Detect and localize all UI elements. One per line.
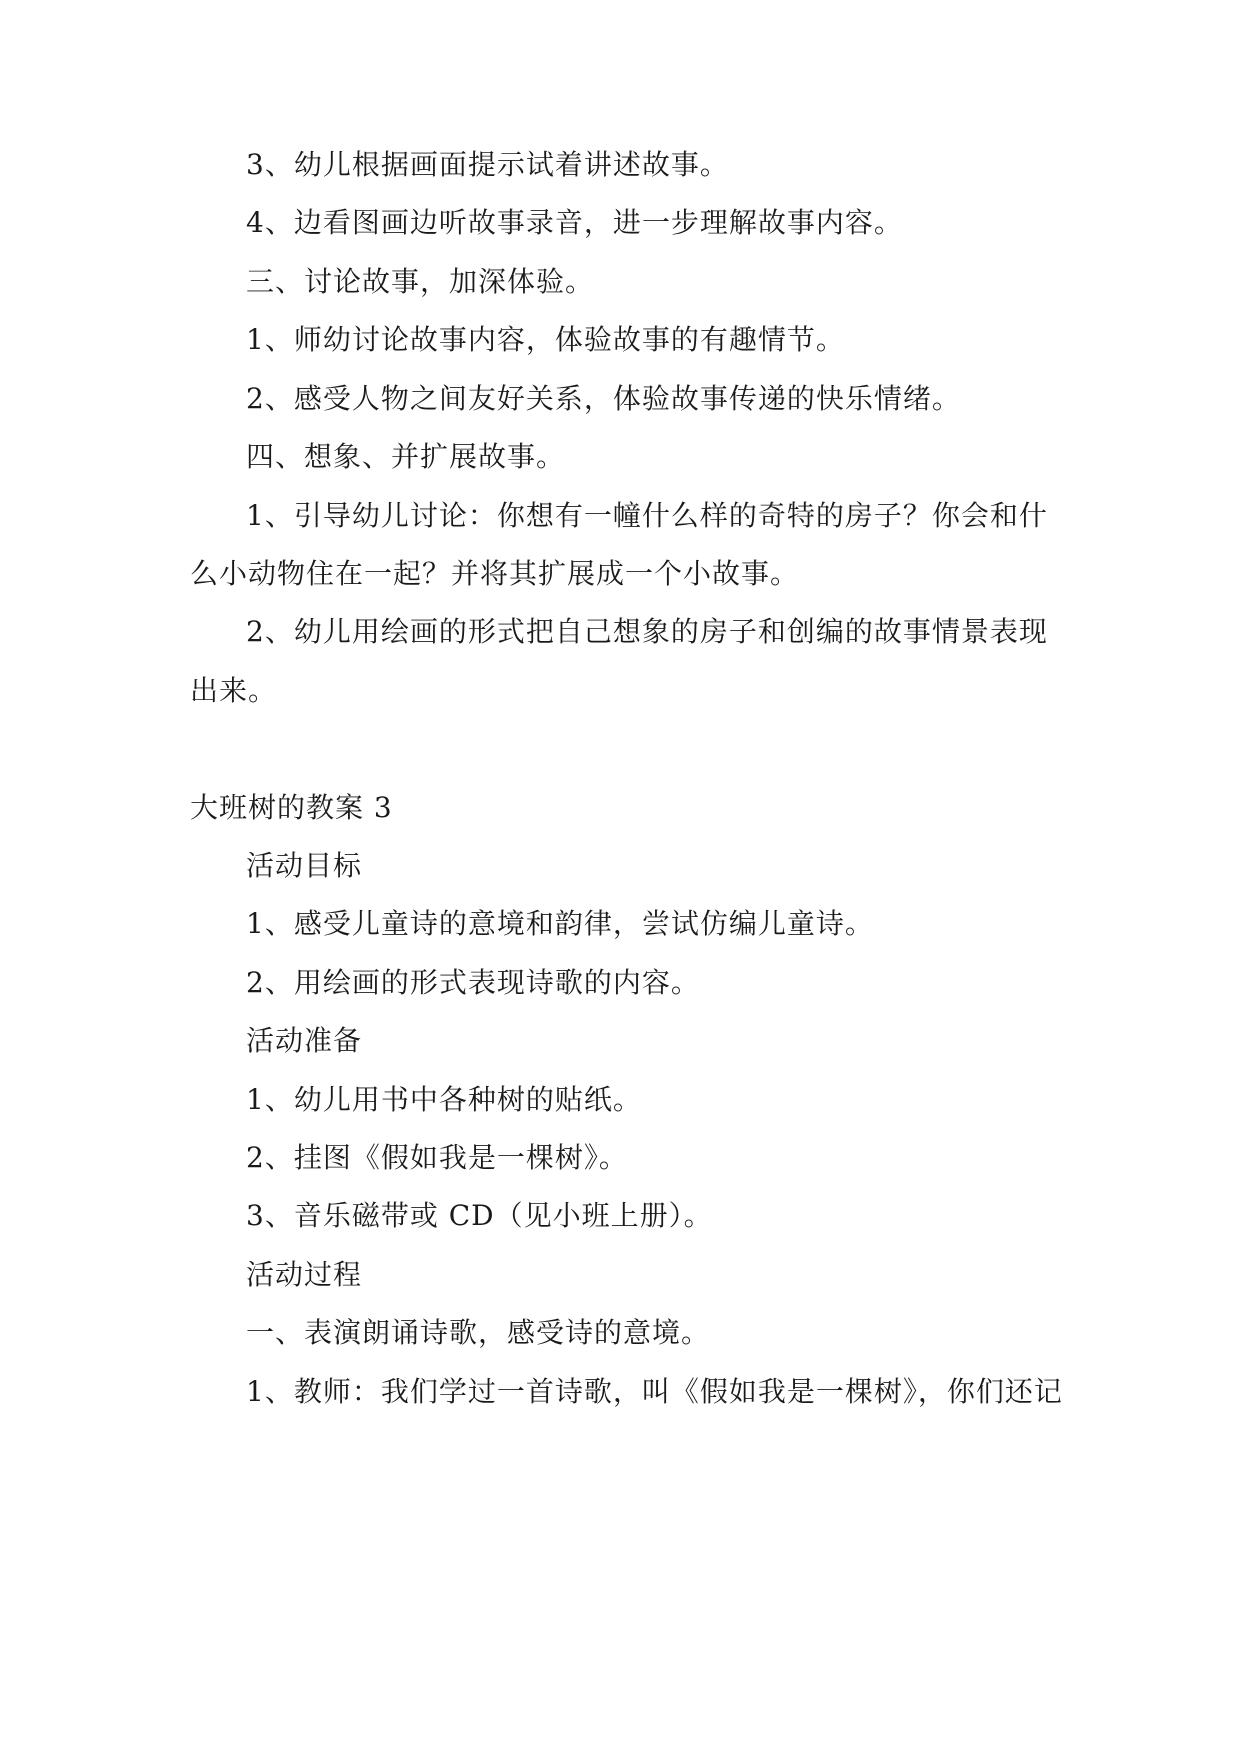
paragraph-line: 2、幼儿用绘画的形式把自己想象的房子和创编的故事情景表现 — [246, 615, 1048, 648]
paragraph-line: 4、边看图画边听故事录音，进一步理解故事内容。 — [246, 206, 903, 239]
paragraph-line: 3、音乐磁带或 CD（见小班上册）。 — [246, 1199, 713, 1232]
paragraph-line: 出来。 — [190, 674, 278, 707]
section-heading: 四、想象、并扩展故事。 — [246, 440, 566, 473]
section-heading: 三、讨论故事，加深体验。 — [246, 265, 595, 298]
paragraph-line: 1、师幼讨论故事内容，体验故事的有趣情节。 — [246, 323, 845, 356]
section-heading: 活动过程 — [246, 1258, 363, 1291]
paragraph-line: 2、感受人物之间友好关系，体验故事传递的快乐情绪。 — [246, 382, 961, 415]
paragraph-line: 么小动物住在一起？并将其扩展成一个小故事。 — [190, 557, 800, 590]
paragraph-line: 2、用绘画的形式表现诗歌的内容。 — [246, 966, 700, 999]
paragraph-line: 1、教师：我们学过一首诗歌，叫《假如我是一棵树》，你们还记 — [246, 1375, 1063, 1408]
paragraph-line: 2、挂图《假如我是一棵树》。 — [246, 1141, 628, 1174]
section-heading: 一、表演朗诵诗歌，感受诗的意境。 — [246, 1316, 711, 1349]
document-heading: 大班树的教案 3 — [190, 791, 393, 824]
paragraph-line: 1、引导幼儿讨论：你想有一幢什么样的奇特的房子？你会和什 — [246, 499, 1048, 532]
section-heading: 活动目标 — [246, 849, 363, 882]
paragraph-line: 1、感受儿童诗的意境和韵律，尝试仿编儿童诗。 — [246, 907, 874, 940]
paragraph-line: 3、幼儿根据画面提示试着讲述故事。 — [246, 148, 729, 181]
section-heading: 活动准备 — [246, 1024, 363, 1057]
paragraph-line: 1、幼儿用书中各种树的贴纸。 — [246, 1083, 642, 1116]
